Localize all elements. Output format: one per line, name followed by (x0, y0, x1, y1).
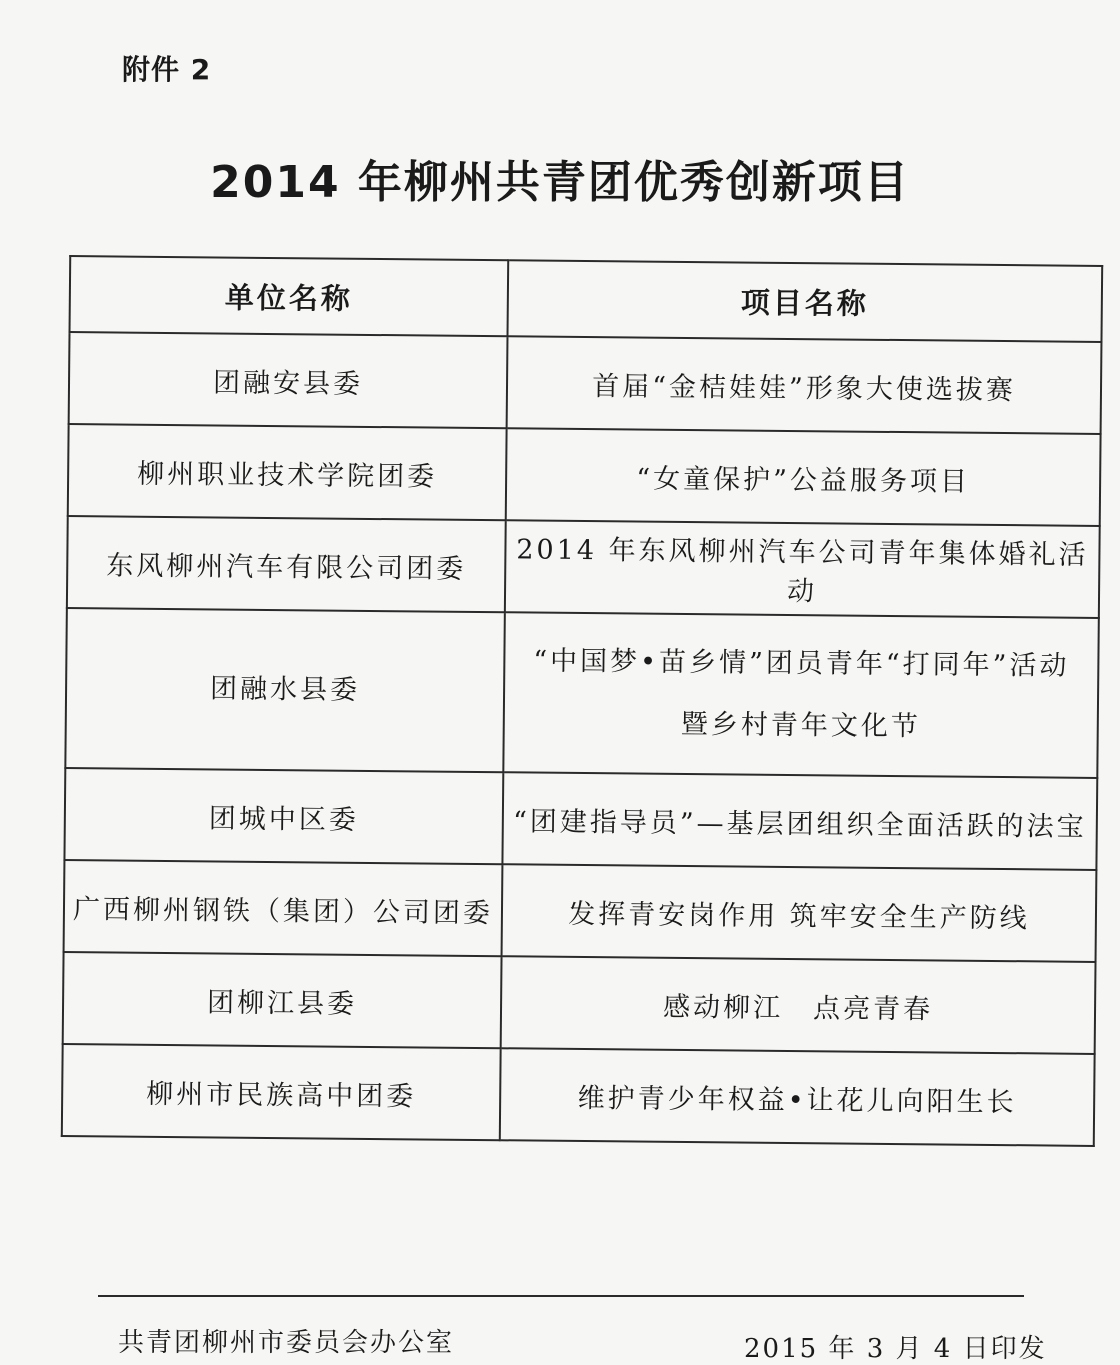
table-row (62, 1044, 1095, 1146)
project-cell: 首届“金桔娃娃”形象大使选拔赛 (507, 336, 1102, 434)
project-cell: “女童保护”公益服务项目 (506, 428, 1101, 526)
footer-issuer: 共青团柳州市委员会办公室 (118, 1328, 455, 1358)
project-cell (503, 612, 1099, 778)
project-cell: “团建指导员”—基层团组织全面活跃的法宝 (502, 772, 1097, 870)
header-project-name: 项目名称 (507, 260, 1102, 342)
table-row (67, 516, 1100, 618)
attachment-label: 附件 2 (122, 53, 212, 86)
document-title: 2014 年柳州共青团优秀创新项目 (210, 157, 910, 208)
project-cell: 感动柳江 点亮青春 (501, 956, 1096, 1054)
footer-date: 2015 年 3 月 4 日印发 (744, 1334, 1047, 1364)
unit-cell: 团柳江县委 (63, 952, 502, 1048)
table-row (64, 860, 1097, 962)
project-cell: 维护青少年权益•让花儿向阳生长 (500, 1048, 1095, 1146)
unit-cell: 广西柳州钢铁（集团）公司团委 (64, 860, 503, 956)
table-header-row (70, 256, 1103, 342)
header-unit-name: 单位名称 (70, 256, 509, 336)
table-row (64, 768, 1097, 870)
unit-cell: 团城中区委 (64, 768, 503, 864)
table-row (69, 332, 1102, 434)
table-row (63, 952, 1096, 1054)
project-cell: 2014 年东风柳州汽车公司青年集体婚礼活动 (505, 520, 1100, 618)
project-line-2: 暨乡村青年文化节 (680, 708, 921, 743)
unit-cell: 柳州职业技术学院团委 (68, 424, 507, 520)
project-cell: 发挥青安岗作用 筑牢安全生产防线 (502, 864, 1097, 962)
project-line-1: “中国梦•苗乡情”团员青年“打同年”活动 (533, 645, 1070, 682)
unit-cell: 团融安县委 (69, 332, 508, 428)
unit-cell: 柳州市民族高中团委 (62, 1044, 501, 1140)
footer-divider (98, 1295, 1024, 1297)
unit-cell: 团融水县委 (65, 608, 505, 772)
projects-table (61, 255, 1103, 1147)
table-row (68, 424, 1101, 526)
table-row (65, 608, 1098, 778)
unit-cell: 东风柳州汽车有限公司团委 (67, 516, 506, 612)
